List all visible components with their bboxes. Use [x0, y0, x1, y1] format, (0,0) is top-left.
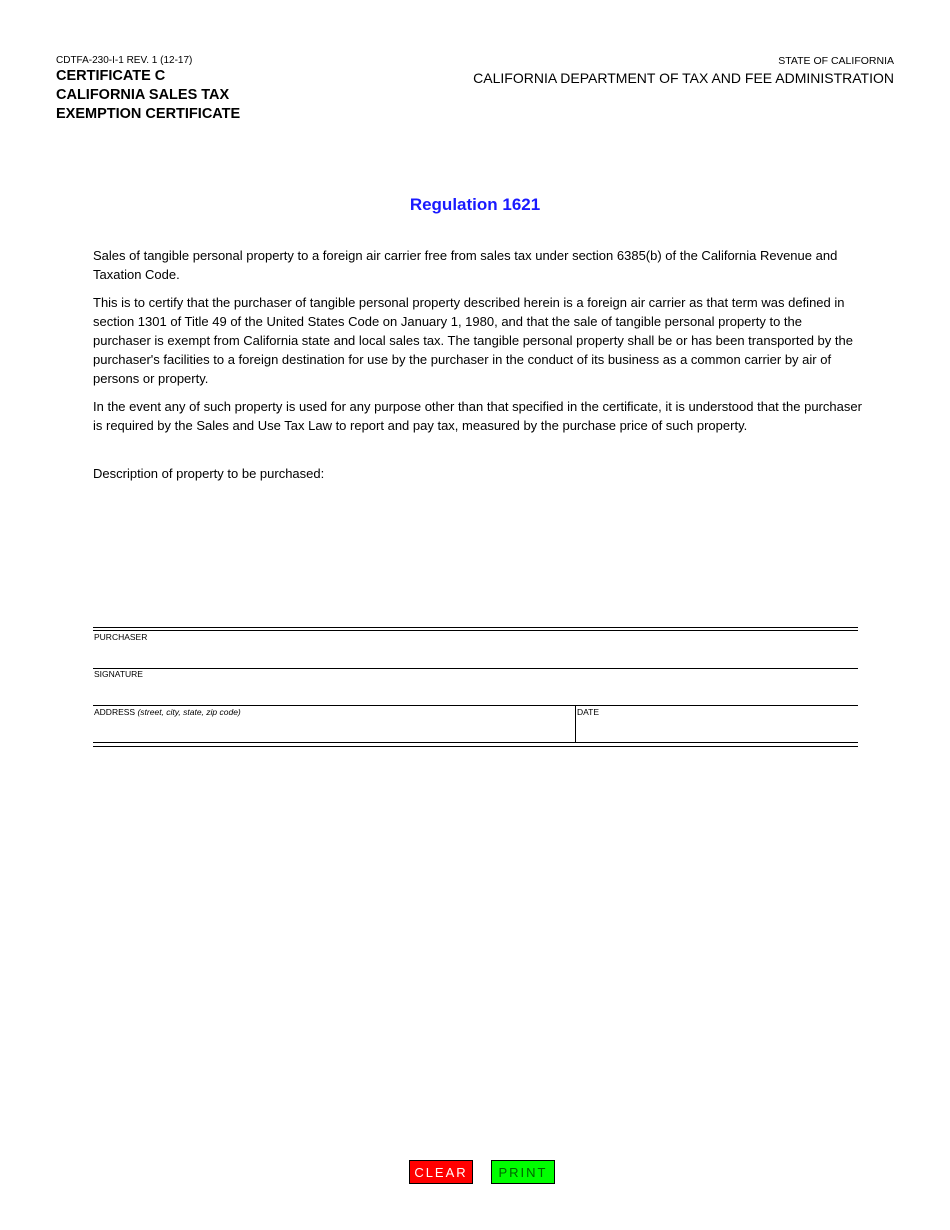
- form-number: CDTFA-230-I-1 REV. 1 (12-17): [56, 55, 193, 66]
- header-right: [473, 55, 894, 87]
- purchaser-field[interactable]: [93, 631, 858, 668]
- date-label: DATE: [577, 707, 600, 717]
- certificate-title-line3: EXEMPTION CERTIFICATE: [56, 106, 241, 122]
- signature-field[interactable]: [93, 669, 858, 705]
- date-field[interactable]: [576, 706, 858, 742]
- state-label: STATE OF CALIFORNIA: [778, 55, 894, 67]
- address-hint: (street, city, state, zip code): [137, 707, 241, 717]
- form-top-rule: [93, 627, 858, 628]
- print-button[interactable]: PRINT: [491, 1160, 555, 1184]
- department-name: CALIFORNIA DEPARTMENT OF TAX AND FEE ADMINISTRATION: [473, 70, 894, 86]
- clear-button[interactable]: CLEAR: [409, 1160, 473, 1184]
- paragraph-2: This is to certify that the purchaser of tangible personal property described herein is a foreign air carrier as that term was defined in section 1301 of Title 49 of the United States Code on January 1, 1980, and that the sale of tangible personal property to the purchaser is exempt from California state and local sales tax. The tangible personal property shall be or has been transported by the purchaser's facilities to a foreign destination for use by the purchaser in the conduct of its business as a common carrier by air of persons or property.: [93, 295, 853, 386]
- certificate-body: [93, 246, 863, 444]
- header-left: [56, 55, 240, 124]
- form-bottom-rule: [93, 742, 858, 743]
- address-field[interactable]: [93, 706, 574, 742]
- signature-label: SIGNATURE: [94, 669, 143, 679]
- purchaser-label: PURCHASER: [94, 632, 148, 642]
- certificate-title-line1: CERTIFICATE C: [56, 68, 166, 84]
- paragraph-1: Sales of tangible personal property to a foreign air carrier free from sales tax under section 6385(b) of the California Revenue and Taxation Code.: [93, 248, 838, 282]
- address-label-text: ADDRESS: [94, 707, 136, 717]
- paragraph-3: In the event any of such property is used for any purpose other than that specified in the certificate, it is understood that the purchaser is required by the Sales and Use Tax Law to report and pay tax, measured by the purchase price of such property.: [93, 399, 862, 433]
- regulation-title: Regulation 1621: [409, 195, 541, 214]
- certificate-title-line2: CALIFORNIA SALES TAX: [56, 87, 230, 103]
- form-bottom-rule-inner: [93, 746, 858, 747]
- description-field[interactable]: [93, 488, 858, 618]
- description-label: Description of property to be purchased:: [93, 466, 325, 481]
